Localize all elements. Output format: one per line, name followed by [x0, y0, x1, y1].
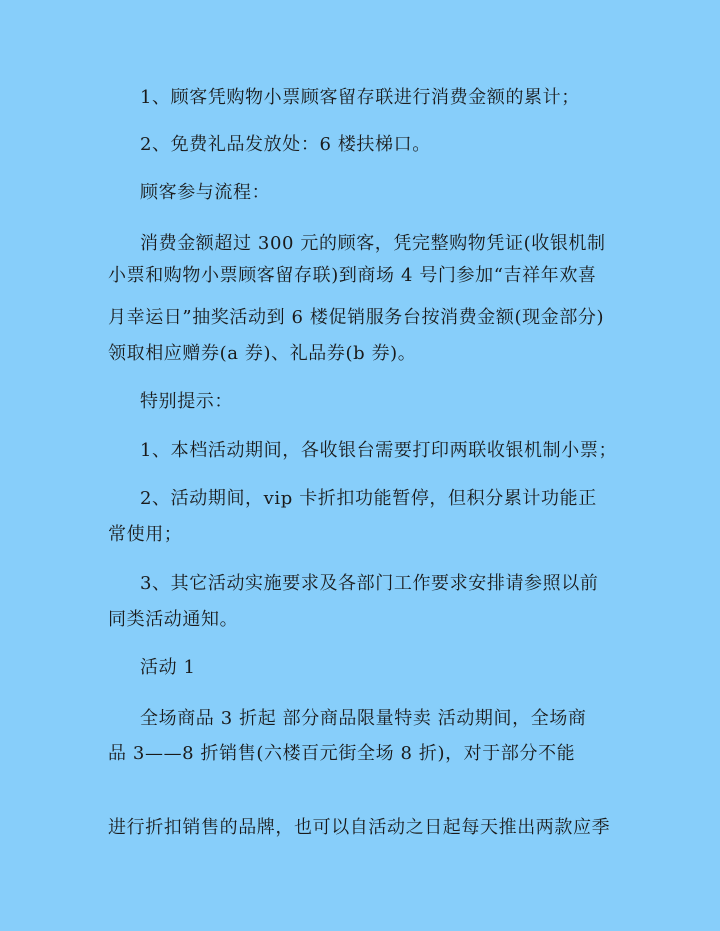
paragraph-line: 常使用；: [108, 524, 183, 545]
paragraph-line: 全场商品 3 折起 部分商品限量特卖 活动期间，全场商: [140, 708, 587, 729]
paragraph-line: 进行折扣销售的品牌，也可以自活动之日起每天推出两款应季: [108, 817, 611, 838]
section-heading: 特别提示：: [140, 391, 233, 412]
paragraph-line: 2、活动期间，vip 卡折扣功能暂停，但积分累计功能正: [140, 488, 597, 509]
paragraph-line: 1、本档活动期间，各收银台需要打印两联收银机制小票；: [140, 440, 618, 461]
paragraph-line: 消费金额超过 300 元的顾客，凭完整购物凭证(收银机制: [140, 233, 606, 254]
paragraph-line: 品 3——8 折销售(六楼百元街全场 8 折)，对于部分不能: [108, 743, 576, 764]
paragraph-line: 月幸运日”抽奖活动到 6 楼促销服务台按消费金额(现金部分): [108, 307, 605, 328]
section-heading: 顾客参与流程：: [140, 182, 271, 203]
paragraph-line: 同类活动通知。: [108, 609, 239, 630]
paragraph-line: 3、其它活动实施要求及各部门工作要求安排请参照以前: [140, 573, 599, 594]
paragraph-line: 小票和购物小票顾客留存联)到商场 4 号门参加“吉祥年欢喜: [108, 265, 597, 286]
paragraph-line: 2、免费礼品发放处：6 楼扶梯口。: [140, 134, 431, 155]
section-heading: 活动 1: [140, 657, 196, 678]
paragraph-line: 1、顾客凭购物小票顾客留存联进行消费金额的累计；: [140, 87, 580, 108]
paragraph-line: 领取相应赠券(a 券)、礼品券(b 券)。: [108, 343, 417, 364]
